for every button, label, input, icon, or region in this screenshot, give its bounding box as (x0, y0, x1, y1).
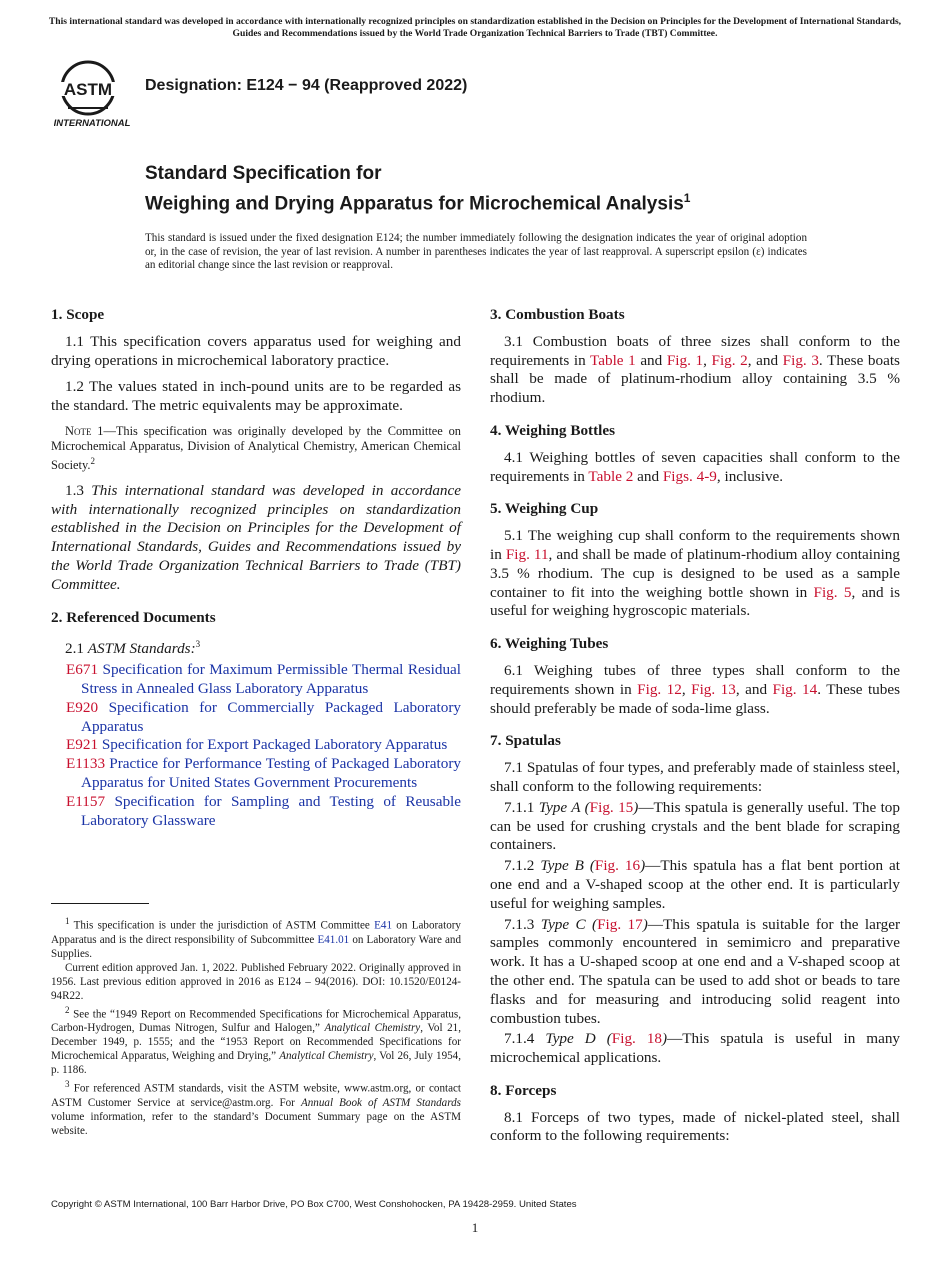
title-line-2-text: Weighing and Drying Apparatus for Microchemical Analysis (145, 193, 684, 215)
fig-5-link[interactable]: Fig. 5 (813, 583, 852, 601)
reference-code-link[interactable]: E671 (66, 661, 99, 679)
committee-e41-link[interactable]: E41 (374, 919, 393, 932)
footnote-3-marker: 3 (65, 1079, 70, 1090)
footnote-2-text-a: See the “1949 Report on Recommended Specifications for Microchemical Apparatus, Carbon-Hydrogen, Dumas Nitrogen, Sulfur and Halogen,” (51, 1008, 461, 1035)
footnote-3-text-b: volume information, refer to the standard’s Document Summary page on the ASTM website. (51, 1111, 461, 1138)
logo-mark: ASTM (63, 80, 113, 99)
astm-standards-footnote-ref[interactable]: 3 (195, 639, 201, 650)
copyright: Copyright © ASTM International, 100 Barr Harbor Drive, PO Box C700, West Conshohocken, PA 19428-2959. United States (51, 1199, 577, 1210)
fig-17-link[interactable]: Fig. 17 (597, 915, 643, 933)
text-segment: 7.1.3 (504, 915, 541, 933)
paragraph-6-1 (490, 662, 900, 718)
footnote-3-text-a: For referenced ASTM standards, visit the ASTM website, www.astm.org, or contact ASTM Customer Service at service@astm.org. For (51, 1083, 461, 1110)
reference-item (51, 699, 461, 737)
title-line-2 (145, 186, 690, 216)
figs-4-9-link[interactable]: Figs. 4-9 (662, 467, 717, 485)
fig-3-link[interactable]: Fig. 3 (782, 351, 819, 369)
document-title (145, 161, 690, 216)
footnote-1-text-b: on Laboratory Apparatus and is the direct responsibility of Subcommittee (51, 919, 461, 946)
section-heading-spatulas: 7. Spatulas (490, 732, 561, 750)
fig-14-link[interactable]: Fig. 14 (772, 680, 818, 698)
paragraph-2-1-num: 2.1 (65, 640, 84, 658)
fig-16-link[interactable]: Fig. 16 (594, 857, 641, 875)
astm-logo (54, 58, 134, 130)
footnote-1 (51, 914, 461, 961)
paragraph-7-1: 7.1 Spatulas of four types, and preferably made of stainless steel, shall conform to the following requirements: (490, 759, 900, 795)
reference-item (51, 793, 461, 831)
paragraph-7-1-4 (490, 1030, 900, 1068)
section-heading-bottles: 4. Weighing Bottles (490, 421, 616, 439)
footnote-1-edition: Current edition approved Jan. 1, 2022. Published February 2022. Originally approved in 1956. Last previous edition approved in 2016 as E124 – 94(2016). DOI: 10.1520/E0124-94R22. (51, 961, 461, 1002)
fig-12-link[interactable]: Fig. 12 (637, 680, 682, 698)
text-segment: 7.1.2 (504, 857, 541, 875)
type-label-close: ) (633, 798, 639, 816)
footnote-2-journal-2: Analytical Chemistry (279, 1050, 374, 1063)
reference-title-link[interactable]: Practice for Performance Testing of Packaged Laboratory Apparatus for United States Government Procurements (81, 755, 462, 791)
text-segment: 7.1.4 (504, 1030, 546, 1048)
text-segment: , and (747, 351, 783, 369)
note-text: —This specification was originally developed by the Committee on Microchemical Apparatus, Division of Analytical Chemistry, American Chemical Society. (51, 423, 461, 473)
reference-code-link[interactable]: E920 (66, 698, 99, 716)
reference-title-link[interactable]: Specification for Maximum Permissible Thermal Residual Stress in Annealed Glass Laboratory Apparatus (81, 661, 461, 697)
footnote-3 (51, 1077, 461, 1138)
footnote-2-marker: 2 (65, 1004, 70, 1015)
text-segment: , and shall be made of platinum-rhodium alloy containing 3.5 % rhodium. The cup is designed to be used as a sample container to fit into the weighing bottle shown in (490, 545, 900, 601)
text-segment: 6.1 Weighing tubes of three types shall conform to the requirements shown in (490, 661, 900, 698)
type-label-close: ) (662, 1030, 668, 1048)
reference-title-link[interactable]: Specification for Sampling and Testing of Reusable Laboratory Glassware (81, 792, 461, 829)
paragraph-4-1 (490, 449, 900, 487)
text-segment: . These boats shall be made of platinum-rhodium alloy containing 3.5 % rhodium. (490, 351, 900, 407)
footnote-1-marker: 1 (65, 916, 70, 926)
note-label: Note 1 (65, 423, 104, 438)
logo-subtext: INTERNATIONAL (54, 118, 131, 129)
top-notice: This international standard was developed in accordance with internationally recognized principles on standardization established in the Decision on Principles for the Development of International Standards, Guides and Recommendations issued by the World Trade Organization Technical Barriers to Trade (TBT) Committee. (48, 16, 902, 39)
text-segment: 7.1.1 (504, 798, 539, 816)
section-heading-referenced: 2. Referenced Documents (51, 608, 216, 626)
designation: Designation: E124 − 94 (Reapproved 2022) (145, 77, 468, 94)
text-segment: , (681, 680, 692, 698)
footnote-2-text-b: , Vol 21, December 1949, p. 1555; and the “1953 Report on Recommended Specifications for Microchemical Apparatus, Weighing and Drying,” (51, 1022, 461, 1063)
footnote-2-journal-1: Analytical Chemistry (324, 1022, 421, 1035)
footnote-2 (51, 1003, 461, 1078)
paragraph-1-3-text: This international standard was developed in accordance with internationally recognized principles on standardization established in the Decision on Principles for the Development of International Standards, Guides and Recommendations issued by the World Trade Organization Technical Barriers to Trade (TBT) Committee. (51, 481, 462, 593)
right-column (490, 306, 900, 1154)
section-heading-boats: 3. Combustion Boats (490, 306, 625, 323)
paragraph-1-3 (51, 482, 461, 595)
fig-11-link[interactable]: Fig. 11 (505, 545, 549, 563)
reference-code-link[interactable]: E1157 (66, 792, 106, 810)
reference-item (51, 755, 461, 793)
paragraph-1-1: 1.1 This specification covers apparatus used for weighing and drying operations in microchemical laboratory practice. (51, 332, 461, 369)
section-heading-cup: 5. Weighing Cup (490, 500, 599, 518)
text-segment: and (635, 351, 667, 369)
footnote-divider (51, 903, 149, 904)
text-segment: 4.1 Weighing bottles of seven capacities shall conform to the requirements in (490, 448, 900, 485)
fig-13-link[interactable]: Fig. 13 (691, 680, 736, 698)
footnotes (51, 914, 461, 1138)
text-segment: , (703, 351, 712, 369)
text-segment: , and is useful for weighing hygroscopic materials. (490, 583, 901, 620)
text-segment: , and (735, 680, 773, 698)
subcommittee-e41-01-link[interactable]: E41.01 (317, 933, 350, 946)
page-number: 1 (471, 1220, 479, 1235)
text-segment: 3.1 Combustion boats of three sizes shall conform to the requirements in (490, 332, 900, 369)
paragraph-3-1 (490, 333, 900, 408)
reference-item (51, 736, 461, 755)
reference-code-link[interactable]: E921 (66, 736, 99, 754)
issued-note: This standard is issued under the fixed designation E124; the number immediately following the designation indicates the year of original adoption or, in the case of revision, the year of last revision. A number in parentheses indicates the year of last reapproval. A superscript epsilon (ε) indicates an editorial change since the last revision or reapproval. (145, 232, 807, 272)
type-label-close: ) (642, 915, 648, 933)
reference-title-link[interactable]: Specification for Commercially Packaged Laboratory Apparatus (81, 698, 461, 735)
table-2-link[interactable]: Table 2 (588, 467, 634, 485)
text-segment: . These tubes should preferably be made of soda-lime glass. (490, 680, 901, 717)
section-heading-forceps: 8. Forceps (490, 1081, 557, 1099)
paragraph-7-1-2 (490, 857, 900, 913)
fig-15-link[interactable]: Fig. 15 (589, 798, 634, 816)
type-label: Type C ( (540, 915, 598, 933)
paragraph-8-1: 8.1 Forceps of two types, made of nickel-plated steel, shall conform to the following requirements: (490, 1108, 900, 1145)
text-segment: 5.1 The weighing cup shall conform to the requirements shown in (490, 527, 900, 563)
text-segment: and (633, 467, 663, 485)
footnote-1-text-a: This specification is under the jurisdiction of ASTM Committee (69, 919, 375, 932)
reference-item (51, 661, 461, 699)
paragraph-7-1-3 (490, 916, 900, 1029)
type-label: Type A ( (538, 798, 590, 816)
title-footnote-ref[interactable]: 1 (683, 191, 691, 205)
paragraph-2-1-text: ASTM Standards: (87, 640, 196, 658)
text-segment: —This spatula is useful in many microchemical applications. (490, 1030, 901, 1067)
text-segment: —This spatula is generally useful. The top can be used for crushing crystals and the bent blade for scraping containers. (490, 798, 900, 854)
paragraph-7-1-1 (490, 799, 900, 855)
type-label: Type B ( (540, 857, 595, 875)
paragraph-5-1 (490, 527, 900, 621)
footnote-3-annual-book: Annual Book of ASTM Standards (300, 1097, 461, 1110)
table-1-link[interactable]: Table 1 (590, 351, 636, 369)
footnote-1-text-c: on Laboratory Ware and Supplies. (51, 933, 461, 960)
note-1 (51, 424, 461, 474)
paragraph-2-1 (51, 635, 461, 659)
text-segment: —This spatula is suitable for the larger samples commonly encountered in semimicro and preparative work. It has a U-shaped scoop at one end and a V-shaped scoop at the other end. The spatula can be used to add shot or beads to tare flasks and for measuring and introducing solid reagent into combustion tubes. (490, 915, 900, 1027)
left-column (51, 306, 461, 830)
paragraph-1-3-num: 1.3 (65, 481, 84, 499)
fig-1-link[interactable]: Fig. 1 (666, 351, 704, 369)
type-label: Type D ( (545, 1030, 612, 1048)
note-footnote-ref[interactable]: 2 (90, 456, 95, 467)
title-line-1: Standard Specification for (145, 163, 382, 184)
reference-title-link[interactable]: Specification for Export Packaged Laboratory Apparatus (101, 736, 448, 754)
type-label-close: ) (640, 857, 646, 875)
text-segment: , inclusive. (716, 467, 784, 485)
footnote-2-text-c: , Vol 26, July 1954, p. 1186. (51, 1050, 461, 1077)
text-segment: —This spatula has a flat bent portion at one end and a V-shaped scoop at the other end. It is particularly useful for weighing samples. (490, 857, 900, 912)
section-heading-scope: 1. Scope (51, 306, 105, 323)
fig-2-link[interactable]: Fig. 2 (711, 351, 748, 369)
reference-code-link[interactable]: E1133 (66, 755, 106, 773)
fig-18-link[interactable]: Fig. 18 (611, 1030, 663, 1048)
paragraph-1-2: 1.2 The values stated in inch-pound units are to be regarded as the standard. The metric equivalents may be approximate. (51, 378, 461, 415)
section-heading-tubes: 6. Weighing Tubes (490, 635, 609, 653)
